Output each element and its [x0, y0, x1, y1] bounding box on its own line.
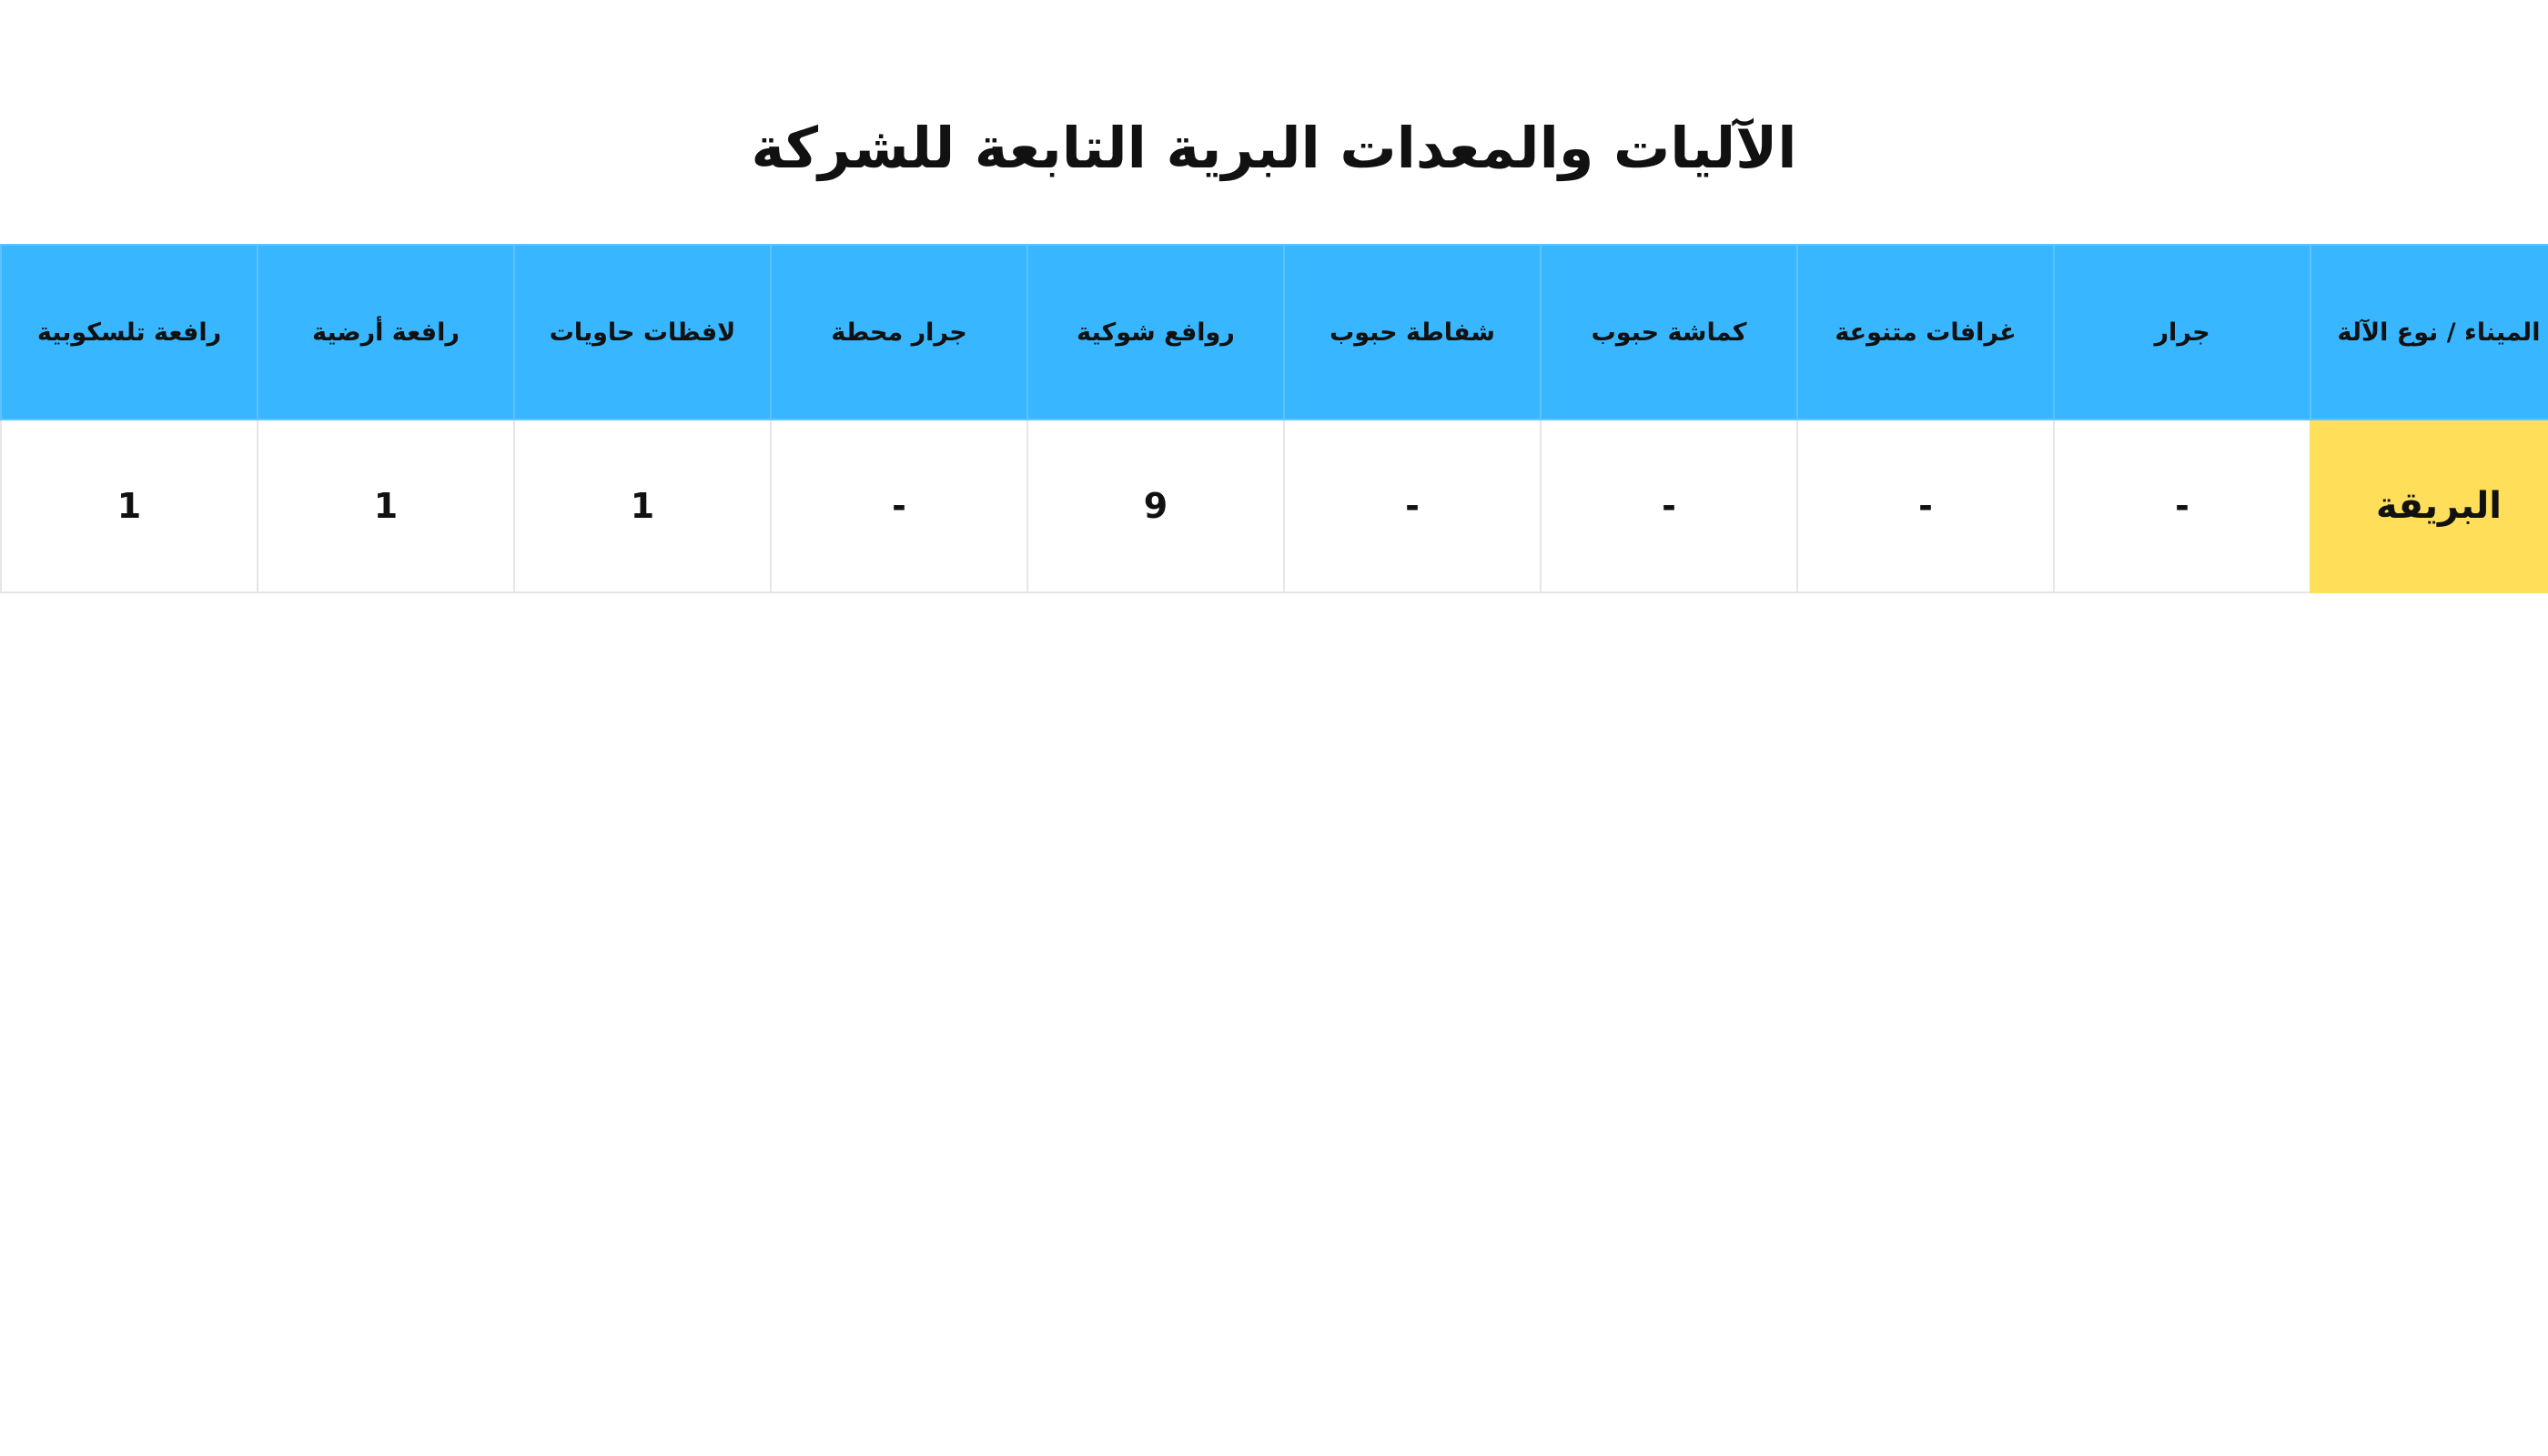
header-grain-grab: كماشة حبوب: [1541, 245, 1797, 420]
table-body: [1, 420, 2548, 592]
table-cell-forklifts: 9: [1027, 420, 1284, 592]
header-row: [1, 245, 2548, 420]
equipment-table: [0, 244, 2548, 593]
table-cell-mobile-crane: 1: [258, 420, 514, 592]
header-forklifts: روافع شوكية: [1027, 245, 1284, 420]
header-grain-vacuum: شفاطة حبوب: [1284, 245, 1541, 420]
header-assorted-grabs: غرافات متنوعة: [1797, 245, 2054, 420]
table-row: [1, 420, 2548, 592]
port-name-cell: البريقة: [2310, 420, 2548, 592]
header-telescopic-crane: رافعة تلسكوبية: [1, 245, 258, 420]
table-cell-grain-grab: -: [1541, 420, 1797, 592]
table-cell-container-spreaders: 1: [514, 420, 771, 592]
table-cell-grain-vacuum: -: [1284, 420, 1541, 592]
table-cell-telescopic-crane: 1: [1, 420, 258, 592]
header-tractor: جرار: [2054, 245, 2310, 420]
table-cell-tractor: -: [2054, 420, 2310, 592]
header-mobile-crane: رافعة أرضية: [258, 245, 514, 420]
table-cell-assorted-grabs: -: [1797, 420, 2054, 592]
page-title: الآليات والمعدات البرية التابعة للشركة: [751, 115, 1797, 181]
header-container-spreaders: لافظات حاويات: [514, 245, 771, 420]
table-cell-terminal-tractor: -: [771, 420, 1027, 592]
header-terminal-tractor: جرار محطة: [771, 245, 1027, 420]
header-port-machine-type: الميناء / نوع الآلة: [2310, 245, 2548, 420]
table-header: [1, 245, 2548, 420]
